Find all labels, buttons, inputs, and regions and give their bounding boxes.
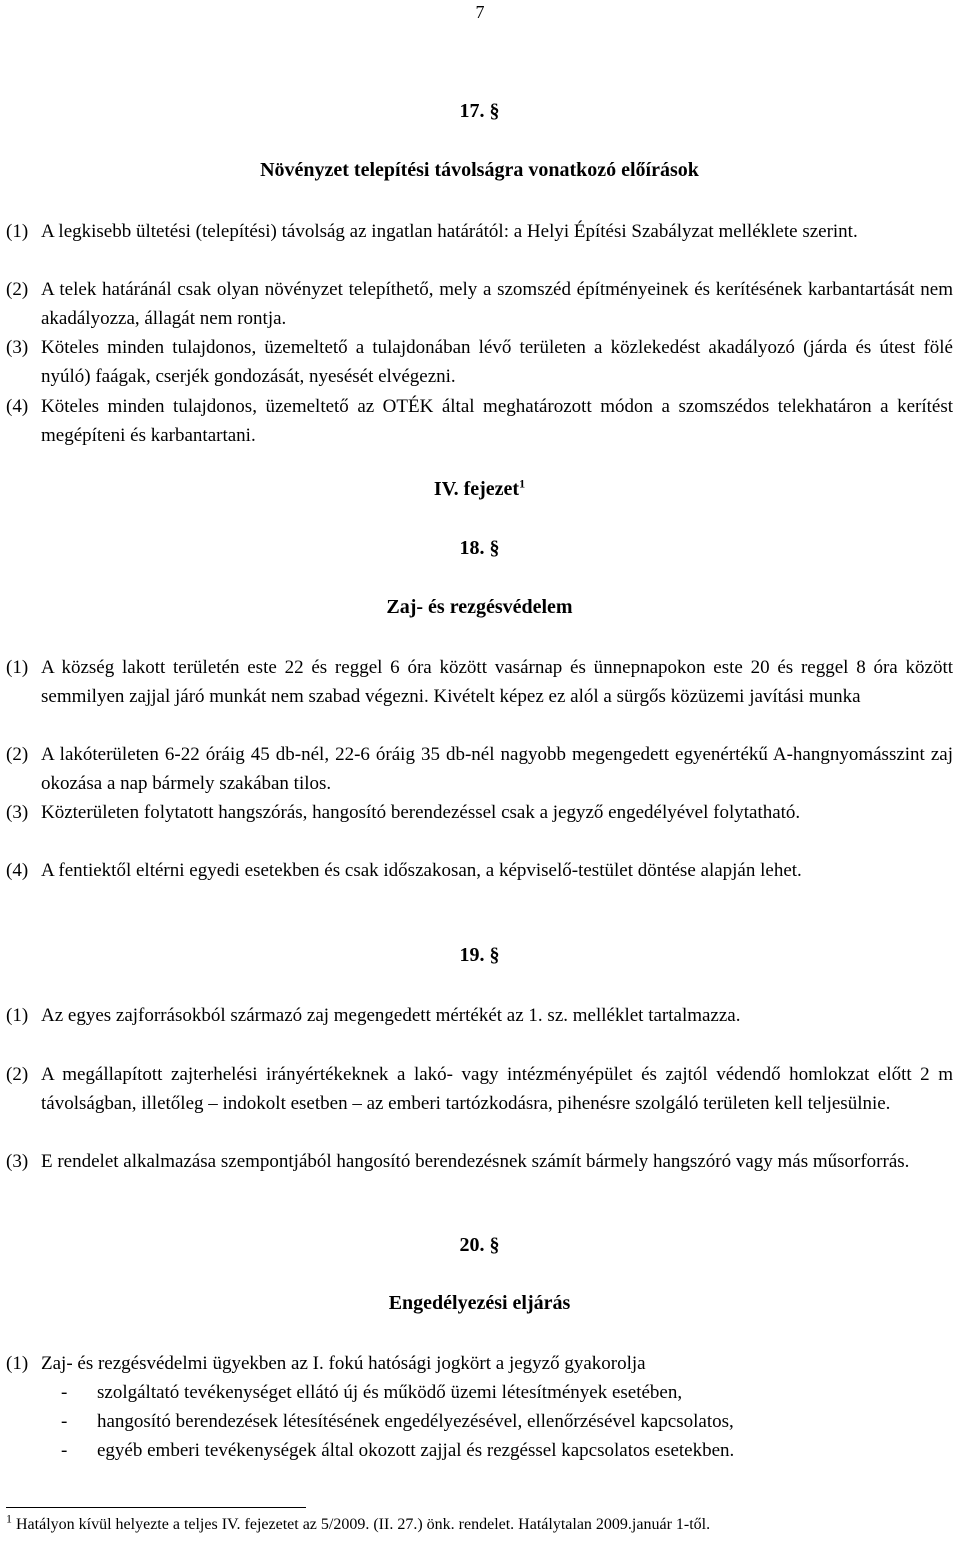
list-item-text: szolgáltató tevékenységet ellátó új és működő üzemi létesítmények esetében, xyxy=(97,1382,683,1403)
paragraph-number: (1) xyxy=(6,1353,29,1374)
list-item-text: hangosító berendezések létesítésének engedélyezésével, ellenőrzésével kapcsolatos, xyxy=(97,1411,734,1432)
s20-paragraph-1 xyxy=(6,1349,953,1378)
s17-paragraph-1 xyxy=(6,217,953,246)
section-19-number: 19. § xyxy=(459,944,500,966)
list-item-text: egyéb emberi tevékenységek által okozott zajjal és rezgéssel kapcsolatos esetekben. xyxy=(97,1440,735,1461)
paragraph-number: (2) xyxy=(6,279,29,300)
paragraph-text: A község lakott területén este 22 és reggel 6 óra között vasárnap és ünnepnapokon este 20 és reggel 8 óra között semmilyen zajjal járó munkát nem szabad végezni. Kivételt képez ez alól a sürgős közüzemi javítási munka xyxy=(41,657,953,707)
paragraph-number: (1) xyxy=(6,657,29,678)
s19-paragraph-3 xyxy=(6,1147,953,1176)
paragraph-text: A megállapított zajterhelési irányértékeknek a lakó- vagy intézményépület és zajtól védendő homlokzat előtt 2 m távolságban, illetőleg – indokolt esetben – az emberi tartózkodásra, pihenésre szolgáló területen kell teljesülnie. xyxy=(41,1064,953,1114)
paragraph-text: Köteles minden tulajdonos, üzemeltető az OTÉK által meghatározott módon a szomszédos telekhatáron a kerítést megépíteni és karbantartani. xyxy=(41,396,953,446)
s19-paragraph-1 xyxy=(6,1001,953,1030)
paragraph-number: (3) xyxy=(6,337,29,358)
paragraph-text: A legkisebb ültetési (telepítési) távolság az ingatlan határától: a Helyi Építési Szabályzat melléklete szerint. xyxy=(41,221,858,242)
s17-paragraph-2 xyxy=(6,275,953,333)
s18-paragraph-2 xyxy=(6,740,953,798)
chapter-heading xyxy=(6,478,953,501)
paragraph-text: Zaj- és rezgésvédelmi ügyekben az I. fokú hatósági jogkört a jegyző gyakorolja xyxy=(41,1353,646,1374)
paragraph-number: (3) xyxy=(6,1151,29,1172)
s18-paragraph-1 xyxy=(6,653,953,711)
section-20-title: Engedélyezési eljárás xyxy=(388,1292,571,1314)
paragraph-number: (1) xyxy=(6,1005,29,1026)
footnote-ref: 1 xyxy=(6,1511,12,1526)
list-item xyxy=(61,1378,682,1407)
section-17-title: Növényzet telepítési távolságra vonatkozó előírások xyxy=(260,159,699,181)
paragraph-text: A fentiektől eltérni egyedi esetekben és csak időszakosan, a képviselő-testület döntése alapján lehet. xyxy=(41,860,802,881)
s17-paragraph-4 xyxy=(6,392,953,450)
paragraph-number: (3) xyxy=(6,802,29,823)
paragraph-number: (1) xyxy=(6,221,29,242)
s19-paragraph-2 xyxy=(6,1060,953,1118)
s17-paragraph-3 xyxy=(6,333,953,391)
paragraph-number: (4) xyxy=(6,396,29,417)
list-item xyxy=(61,1436,734,1465)
list-item xyxy=(61,1407,734,1436)
s18-paragraph-4 xyxy=(6,856,953,885)
section-20-number: 20. § xyxy=(459,1234,500,1256)
paragraph-text: A lakóterületen 6-22 óráig 45 db-nél, 22-6 óráig 35 db-nél nagyobb megengedett egyenértékű A-hangnyomásszint zaj okozása a nap bármely szakában tilos. xyxy=(41,744,953,794)
paragraph-text: Köteles minden tulajdonos, üzemeltető a tulajdonában lévő területen a közlekedést akadályozó (járda és útest fölé nyúló) faágak, cserjék gondozását, nyesését elvégezni. xyxy=(41,337,953,387)
paragraph-number: (2) xyxy=(6,1064,29,1085)
footnote-text: Hatályon kívül helyezte a teljes IV. fejezetet az 5/2009. (II. 27.) önk. rendelet. Hatálytalan 2009.január 1-től. xyxy=(16,1516,711,1533)
paragraph-text: Közterületen folytatott hangszórás, hangosító berendezéssel csak a jegyző engedélyével folytatható. xyxy=(41,802,801,823)
footnote-divider xyxy=(6,1507,306,1508)
paragraph-number: (2) xyxy=(6,744,29,765)
list-dash: - xyxy=(61,1411,68,1432)
paragraph-text: E rendelet alkalmazása szempontjából hangosító berendezésnek számít bármely hangszóró vagy más műsorforrás. xyxy=(41,1151,910,1172)
section-18-title: Zaj- és rezgésvédelem xyxy=(386,596,573,618)
section-18-number: 18. § xyxy=(459,537,500,559)
footnote xyxy=(6,1511,711,1534)
s18-paragraph-3 xyxy=(6,798,953,827)
section-17-number: 17. § xyxy=(459,100,500,122)
list-dash: - xyxy=(61,1382,68,1403)
chapter-title: IV. fejezet xyxy=(433,478,520,500)
list-dash: - xyxy=(61,1440,68,1461)
paragraph-text: Az egyes zajforrásokból származó zaj megengedett mértékét az 1. sz. melléklet tartalmazza. xyxy=(41,1005,741,1026)
footnote-ref: 1 xyxy=(519,476,526,491)
paragraph-number: (4) xyxy=(6,860,29,881)
paragraph-text: A telek határánál csak olyan növényzet telepíthető, mely a szomszéd építményeinek és kerítésének karbantartását nem akadályozza, állagát nem rontja. xyxy=(41,279,953,329)
page-number: 7 xyxy=(475,2,485,22)
